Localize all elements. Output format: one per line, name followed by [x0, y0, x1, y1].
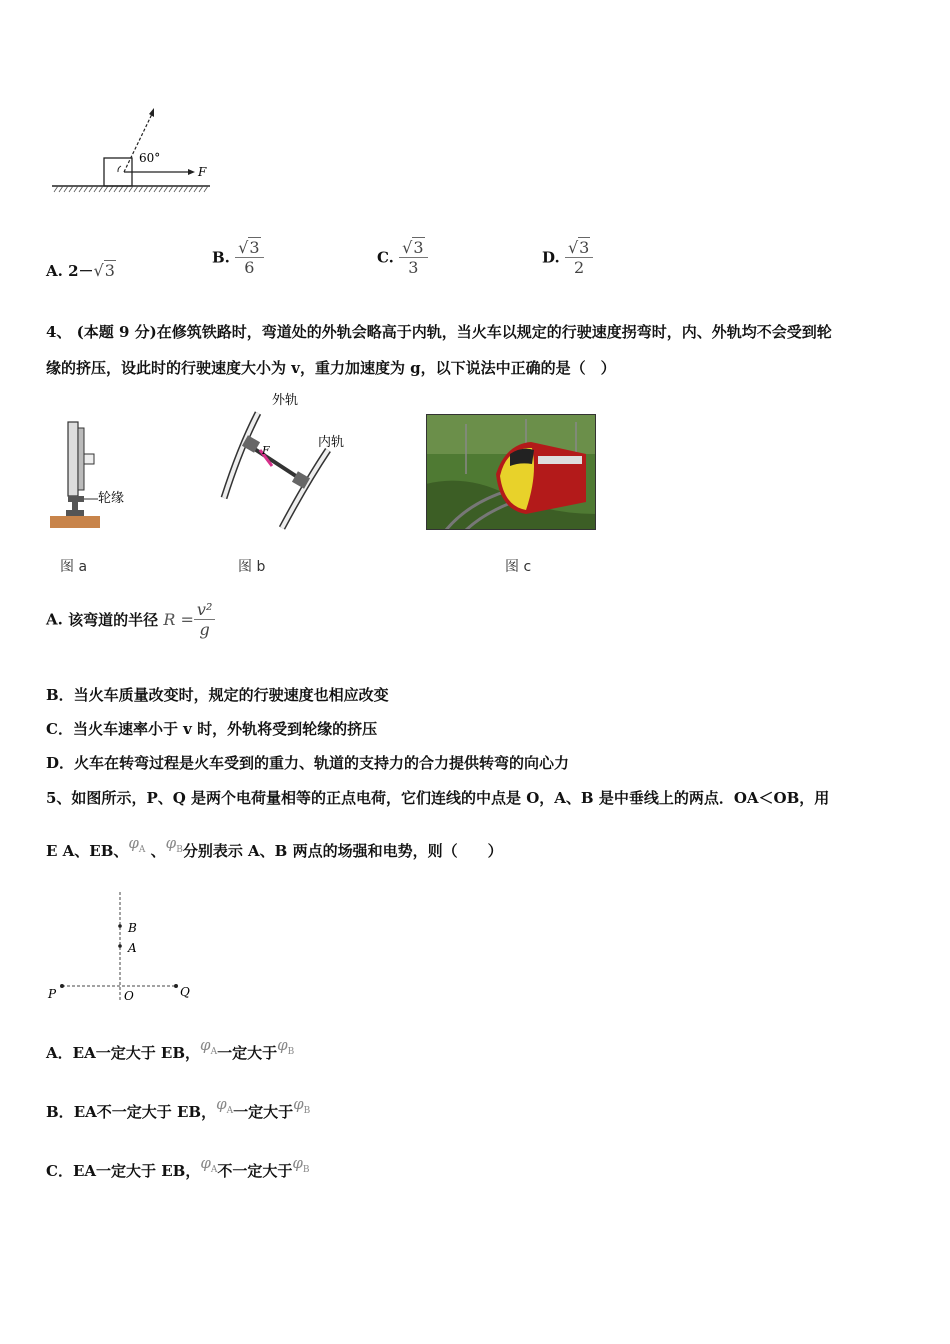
q4-option-d: D．火车在转弯过程是火车受到的重力、轨道的支持力的合力提供转弯的向心力: [46, 754, 570, 772]
figure-c-train-photo: [426, 414, 596, 530]
q3-option-c: C. $\frac{√3}{3}$: [377, 238, 428, 277]
force-label: F: [198, 165, 207, 179]
charges-figure: [44, 888, 204, 1008]
angle-label: 60°: [139, 151, 161, 165]
flange-label: 轮缘: [98, 491, 125, 506]
figure-a-wheel-flange: [46, 410, 156, 535]
point-b-label: B: [128, 921, 137, 935]
point-a-label: A: [128, 941, 137, 955]
q4-option-b: B．当火车质量改变时，规定的行驶速度也相应改变: [46, 686, 389, 704]
charge-p-label: P: [48, 987, 57, 1001]
charge-q-label: Q: [180, 985, 190, 999]
q5-stem-line2: E A、EB、$\varphi_A$ 、$\varphi_B$分别表示 A、B 两点的场强和电势，则（ ）: [46, 834, 503, 860]
q5-stem-line1: 5、如图所示，P、Q 是两个电荷量相等的正点电荷，它们连线的中点是 O，A、B 是中垂线上的两点．OA＜OB，用: [46, 789, 830, 807]
q4-stem-line1: 4、 (本题 9 分)在修筑铁路时，弯道处的外轨会略高于内轨，当火车以规定的行驶速度拐弯时，内、外轨均不会受到轮: [46, 323, 832, 341]
force-f-label: F: [262, 444, 270, 457]
q5-option-c: C．EA一定大于 EB，$\varphi_A$不一定大于$\varphi_B$: [46, 1154, 310, 1180]
caption-a: 图 a: [60, 559, 88, 575]
q3-option-a: A. 2－√3: [46, 261, 115, 280]
caption-c: 图 c: [505, 559, 532, 575]
q5-option-a: A．EA一定大于 EB，$\varphi_A$一定大于$\varphi_B$: [46, 1036, 295, 1062]
q4-option-a: A. 该弯道的半径 R = $\frac{\text{v²}}{g}$: [46, 600, 215, 639]
caption-b: 图 b: [238, 559, 266, 575]
q3-option-d: D. $\frac{√3}{2}$: [542, 238, 593, 277]
outer-rail-label: 外轨: [272, 393, 299, 408]
q5-option-b: B．EA不一定大于 EB，$\varphi_A$一定大于$\varphi_B$: [46, 1095, 311, 1121]
inner-rail-label: 内轨: [318, 435, 345, 450]
q4-stem-line2: 缘的挤压，设此时的行驶速度大小为 v，重力加速度为 g，以下说法中正确的是（ ）: [46, 359, 616, 377]
q3-option-b: B. $\frac{√3}{6}$: [212, 238, 264, 277]
block-force-figure: [48, 100, 218, 200]
midpoint-o-label: O: [124, 989, 134, 1003]
figure-b-tilted-rails: [210, 388, 370, 533]
q4-option-c: C．当火车速率小于 v 时，外轨将受到轮缘的挤压: [46, 720, 378, 738]
